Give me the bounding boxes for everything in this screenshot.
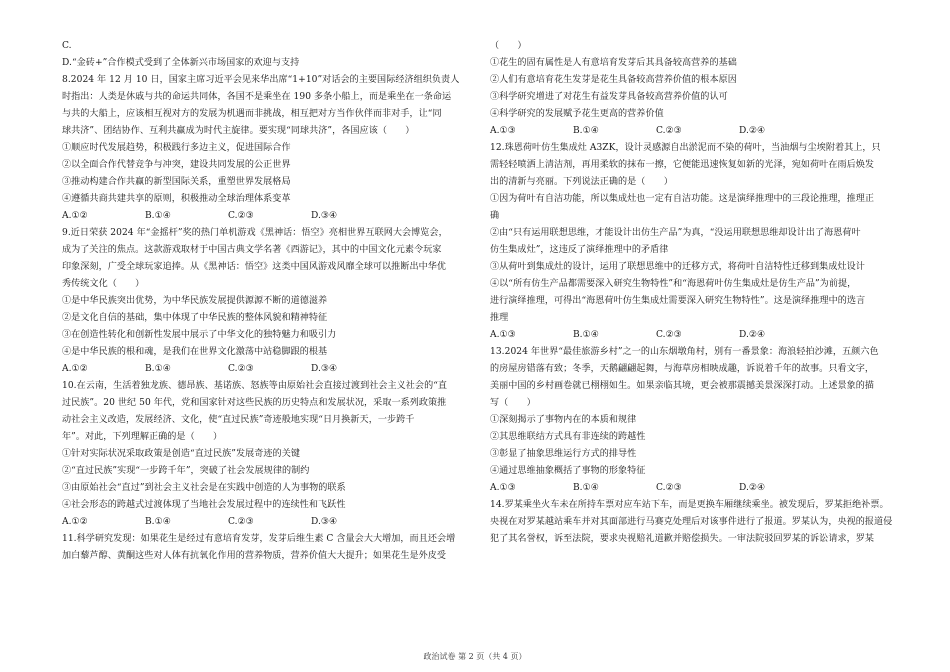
text-line: ①针对实际状况采取政策是创造“直过民族”发展奇迹的关键 [62,449,300,459]
text-line: C. [62,41,72,51]
text-line: 球共济”、团结协作、互利共赢成为时代主旋律。要实现“同球共济”，各国应该（ ） [62,126,415,136]
text-line: D.“金砖+”合作模式受到了全体新兴市场国家的欢迎与支持 [62,58,300,68]
text-line: 写（ ） [490,398,536,408]
answer-option: B.①④ [573,483,599,493]
answer-option: A.①③ [490,126,516,136]
text-line: 与共的大船上，应该相互视对方的发展为机遇而非挑战，相互把对方当作伙伴而非对手，让“同 [62,109,442,119]
left-column [62,38,464,565]
text-line: 需轻轻喷洒上清洁剂，再用柔软的抹布一擦，它便能迅速恢复如新的光泽，宛如荷叶在雨后焕发 [490,160,875,170]
text-line: 动社会主义改造，发展经济、文化，使“直过民族”奇迹般地实现“日月换新天，一步跨千 [62,415,415,425]
text-line: ①花生的固有属性是人有意培育发芽后其具备较高营养的基础 [490,58,737,68]
text-line: 8.2024 年 12 月 10 日，国家主席习近平会见来华出席“1+10”对话会的主要国际经济组织负责人 [62,75,460,85]
text-line: ②由“只有运用联想思维，才能设计出仿生产品”为真，“没运用联想思维却设计出了海恩荷叶 [490,228,861,238]
answer-option: B.①④ [145,364,171,374]
text-line: 犯了其名誉权，诉至法院，要求央视赔礼道歉并赔偿损失。一审法院驳回罗某的诉讼请求，罗某 [490,534,875,544]
text-line: 过民族”。20 世纪 50 年代，党和国家针对这些民族的历史特点和发展状况，采取一系列政策推 [62,398,447,408]
text-line: 年”。对此，下列理解正确的是（ ） [62,432,223,442]
text-line: ④是中华民族的根和魂，是我们在世界文化激荡中站稳脚跟的根基 [62,347,328,357]
answer-option: C.②③ [656,126,682,136]
answer-option: D.③④ [311,211,338,221]
answer-option: C.②③ [656,330,682,340]
answer-option: D.②④ [739,330,766,340]
text-line: 出的清新与亮丽。下列说法正确的是（ ） [490,177,673,187]
answer-options [62,208,464,225]
text-line: ③从荷叶到集成灶的设计，运用了联想思维中的迁移方式，将荷叶自洁特性迁移到集成灶设计 [490,262,865,272]
text-line: ④遵循共商共建共享的原则，积极推动全球治理体系变革 [62,194,291,204]
text-line: ②其思维联结方式具有非连续的跨越性 [490,432,646,442]
answer-option: B.①④ [145,211,171,221]
text-line: 推理 [490,313,509,323]
text-line: ③科学研究增进了对花生有益发芽具备较高营养价值的认可 [490,92,728,102]
text-line: ④通过思维抽象概括了事物的形象特征 [490,466,646,476]
text-line: ③推动构建合作共赢的新型国际关系，重塑世界发展格局 [62,177,291,187]
page-footer: 政治试卷 第 2 页（共 4 页） [423,652,527,661]
answer-options [490,123,894,140]
answer-option: D.②④ [739,126,766,136]
answer-option: D.③④ [311,364,338,374]
answer-option: C.②③ [228,517,254,527]
text-line: 10.在云南，生活着独龙族、德昂族、基诺族、怒族等由原始社会直接过渡到社会主义社会的“直 [62,381,448,391]
text-line: 的房屋房错落有致；冬季，天鹅翩翩起舞，与海草房相映成趣，诉说着千年的故事。只看文字， [490,364,875,374]
text-line: 印象深刻，广受全球玩家追捧。从《黑神话：悟空》这类中国风游戏风靡全球可以推断出中华优 [62,262,447,272]
answer-option: C.②③ [228,211,254,221]
text-line: 12.珠恩荷叶仿生集成灶 A3ZK，设计灵感源自出淤泥而不染的荷叶，当油烟与尘埃附着其上，只 [490,143,881,153]
text-line: ④科学研究的发展赋予花生更高的营养价值 [490,109,664,119]
text-line: 11.科学研究发现：如果花生是经过有意培育发芽，发芽后维生素 C 含量会大大增加，而且还会增 [62,534,456,544]
text-line: 秀传统文化（ ） [62,279,145,289]
answer-option: C.②③ [228,364,254,374]
text-line: ④社会形态的跨越式过渡体现了当地社会发展过程中的连续性和飞跃性 [62,500,346,510]
text-line: ②以全面合作代替竞争与冲突，建设共同发展的公正世界 [62,160,291,170]
text-line: ①因为荷叶有自洁功能，所以集成灶也一定有自洁功能。这是演绎推理中的三段论推理，推理正 [490,194,875,204]
answer-option: D.②④ [739,483,766,493]
answer-options [62,361,464,378]
text-line: ③由原始社会“直过”到社会主义社会是在实践中创造的人为事物的联系 [62,483,346,493]
right-column [490,38,894,548]
text-line: ③彰显了抽象思维运行方式的排导性 [490,449,637,459]
text-line: 9.近日荣获 2024 年“金摇杆”奖的热门单机游戏《黑神话：悟空》亮相世界互联网大会博览会， [62,228,448,238]
answer-option: C.②③ [656,483,682,493]
answer-option: B.①④ [145,517,171,527]
answer-option: B.①④ [573,126,599,136]
text-line: 14.罗某乘坐火车未在所持车票对应车站下车，而是更换车厢继续乘坐。被发现后，罗某拒绝补票。 [490,500,889,510]
text-line: ②人们有意培育花生发芽是花生具备较高营养价值的根本原因 [490,75,737,85]
answer-option: A.①③ [490,330,516,340]
text-line: ②是文化自信的基础，集中体现了中华民族的整体风貌和精神特征 [62,313,328,323]
text-line: 央视在对罗某越站乘车并对其面部进行马赛克处理后对该事件进行了报道。罗某认为，央视的报道侵 [490,517,893,527]
text-line: 成为了关注的焦点。这款游戏取材于中国古典文学名著《西游记》，其中的中国文化元素令玩家 [62,245,442,255]
answer-options [490,327,894,344]
answer-option: A.①② [62,517,88,527]
text-line: 美丽中国的乡村画卷就已栩栩如生。如果亲临其境，更会被那震撼美景深深打动。上述景象的描 [490,381,875,391]
text-line: ①是中华民族突出优势，为中华民族发展提供源源不断的道德滋养 [62,296,328,306]
text-line: 确 [490,211,500,221]
text-line: （ ） [490,41,527,51]
text-line: 加白藜芦醇、黄酮这些对人体有抗氧化作用的营养物质，营养价值大大提升；如果花生是外皮受 [62,551,447,561]
answer-option: A.①② [62,211,88,221]
text-line: ①顺应时代发展趋势，积极践行多边主义，促进国际合作 [62,143,291,153]
text-line: 时指出：人类是休戚与共的命运共同体，各国不是乘坐在 190 多条小船上，而是乘坐在一条命运 [62,92,452,102]
text-line: ①深刻揭示了事物内在的本质和规律 [490,415,637,425]
text-line: ④以“所有仿生产品都需要深入研究生物特性”和“海恩荷叶仿生集成灶是仿生产品”为前提， [490,279,857,289]
answer-option: A.①③ [490,483,516,493]
answer-options [62,514,464,531]
answer-options [490,480,894,497]
answer-option: D.③④ [311,517,338,527]
text-line: ②“直过民族”实现“一步跨千年”，突破了社会发展规律的制约 [62,466,310,476]
answer-option: A.①② [62,364,88,374]
text-line: 进行演绎推理，可得出“海恩荷叶仿生集成灶需要深入研究生物特性”。这是演绎推理中的选言 [490,296,866,306]
text-line: 13.2024 年世界“最佳旅游乡村”之一的山东烟墩角村，别有一番景象：海浪轻拍沙滩，五颜六色 [490,347,879,357]
text-line: ③在创造性转化和创新性发展中展示了中华文化的独特魅力和吸引力 [62,330,337,340]
answer-option: B.①④ [573,330,599,340]
text-line: 仿生集成灶”，这违反了演绎推理中的矛盾律 [490,245,669,255]
